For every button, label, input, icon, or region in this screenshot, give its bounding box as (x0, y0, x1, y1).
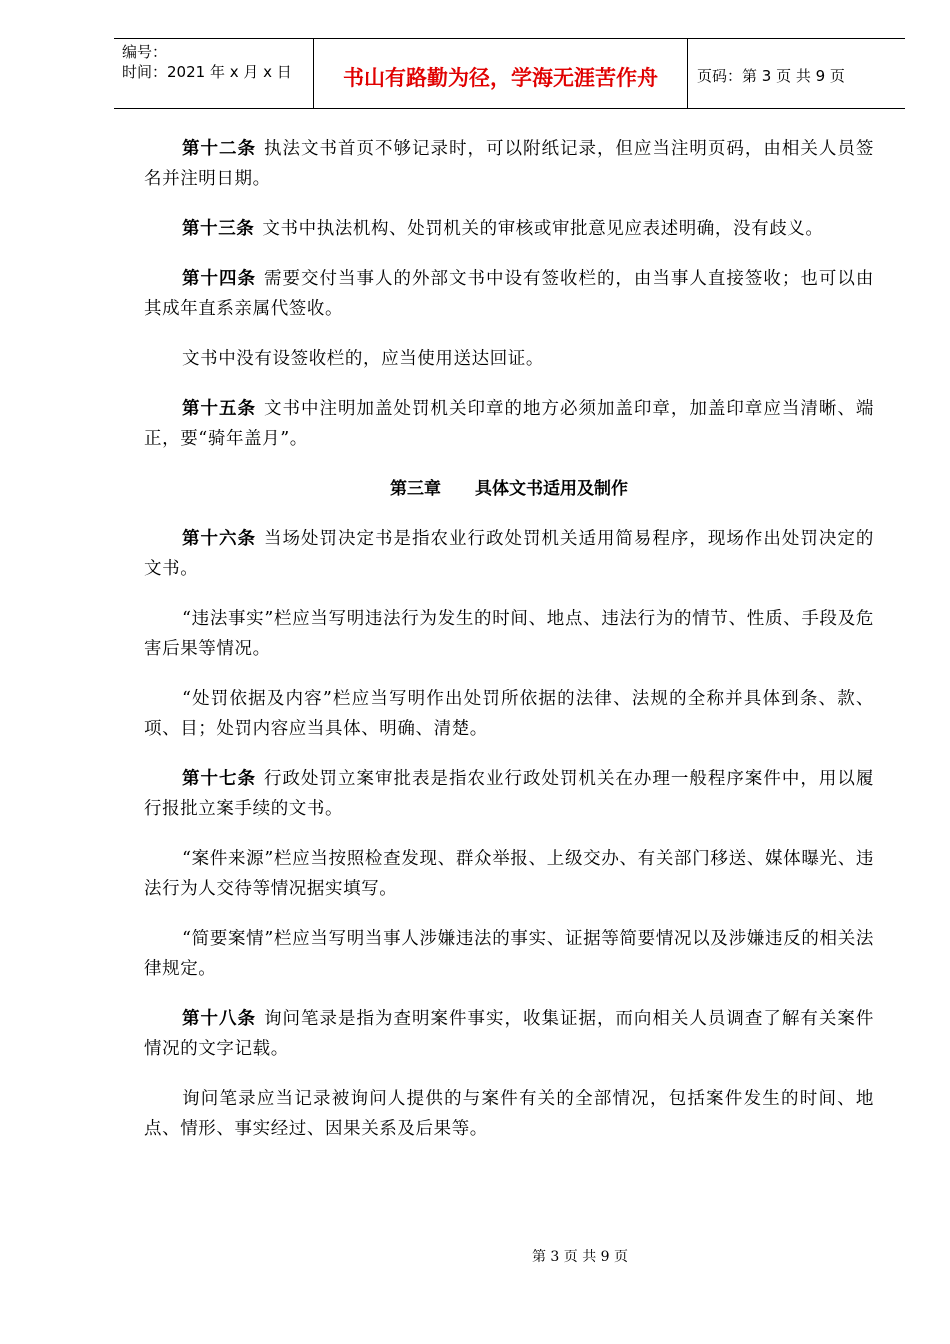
paragraph: “处罚依据及内容”栏应当写明作出处罚所依据的法律、法规的全称并具体到条、款、项、目；处罚内容应当具体、明确、清楚。 (144, 689, 874, 739)
article-text: 文书中执法机构、处罚机关的审核或审批意见应表述明确，没有歧义。 (262, 219, 824, 239)
article-number: 第十五条 (182, 399, 256, 419)
article-number: 第十八条 (182, 1009, 256, 1029)
paragraph: 询问笔录应当记录被询问人提供的与案件有关的全部情况，包括案件发生的时间、地点、情形、事实经过、因果关系及后果等。 (144, 1089, 874, 1139)
chapter-number: 第三章 (390, 479, 441, 499)
paragraph: 文书中没有设签收栏的，应当使用送达回证。 (182, 349, 544, 369)
article-17 (144, 764, 874, 824)
article-text: 需要交付当事人的外部文书中设有签收栏的，由当事人直接签收；也可以由其成年直系亲属代签收。 (144, 269, 874, 319)
article-text: 当场处罚决定书是指农业行政处罚机关适用简易程序，现场作出处罚决定的文书。 (144, 529, 874, 579)
chapter-title: 具体文书适用及制作 (475, 479, 628, 499)
article-number: 第十六条 (182, 529, 256, 549)
article-15 (144, 394, 874, 454)
document-code-label: 编号： (122, 43, 168, 61)
article-18 (144, 1004, 874, 1064)
page-footer: 第 3 页 共 9 页 (531, 1249, 629, 1265)
article-number: 第十四条 (182, 269, 256, 289)
article-13 (144, 214, 874, 244)
paragraph: “案件来源”栏应当按照检查发现、群众举报、上级交办、有关部门移送、媒体曝光、违法行为人交待等情况据实填写。 (144, 849, 874, 899)
header-meta (114, 39, 314, 108)
article-16 (144, 524, 874, 584)
document-body (144, 134, 874, 1164)
document-time-label: 时间：2021 年 x 月 x 日 (122, 63, 292, 81)
article-text: 行政处罚立案审批表是指农业行政处罚机关在办理一般程序案件中，用以履行报批立案手续的文书。 (144, 769, 874, 819)
article-text: 询问笔录是指为查明案件事实，收集证据，而向相关人员调查了解有关案件情况的文字记载。 (144, 1009, 874, 1059)
header-page-number: 页码：第 3 页 共 9 页 (697, 67, 845, 85)
page-header (114, 38, 905, 109)
article-text: 文书中注明加盖处罚机关印章的地方必须加盖印章，加盖印章应当清晰、端正，要“骑年盖月”。 (144, 399, 874, 449)
article-12 (144, 134, 874, 194)
paragraph: “违法事实”栏应当写明违法行为发生的时间、地点、违法行为的情节、性质、手段及危害后果等情况。 (144, 609, 874, 659)
article-14 (144, 264, 874, 324)
article-number: 第十三条 (182, 219, 255, 239)
chapter-heading (144, 474, 874, 504)
paragraph: “简要案情”栏应当写明当事人涉嫌违法的事实、证据等简要情况以及涉嫌违反的相关法律规定。 (144, 929, 874, 979)
article-number: 第十二条 (182, 139, 256, 159)
article-text: 执法文书首页不够记录时，可以附纸记录，但应当注明页码，由相关人员签名并注明日期。 (144, 139, 874, 189)
article-number: 第十七条 (182, 769, 256, 789)
header-motto: 书山有路勤为径，学海无涯苦作舟 (314, 39, 688, 108)
